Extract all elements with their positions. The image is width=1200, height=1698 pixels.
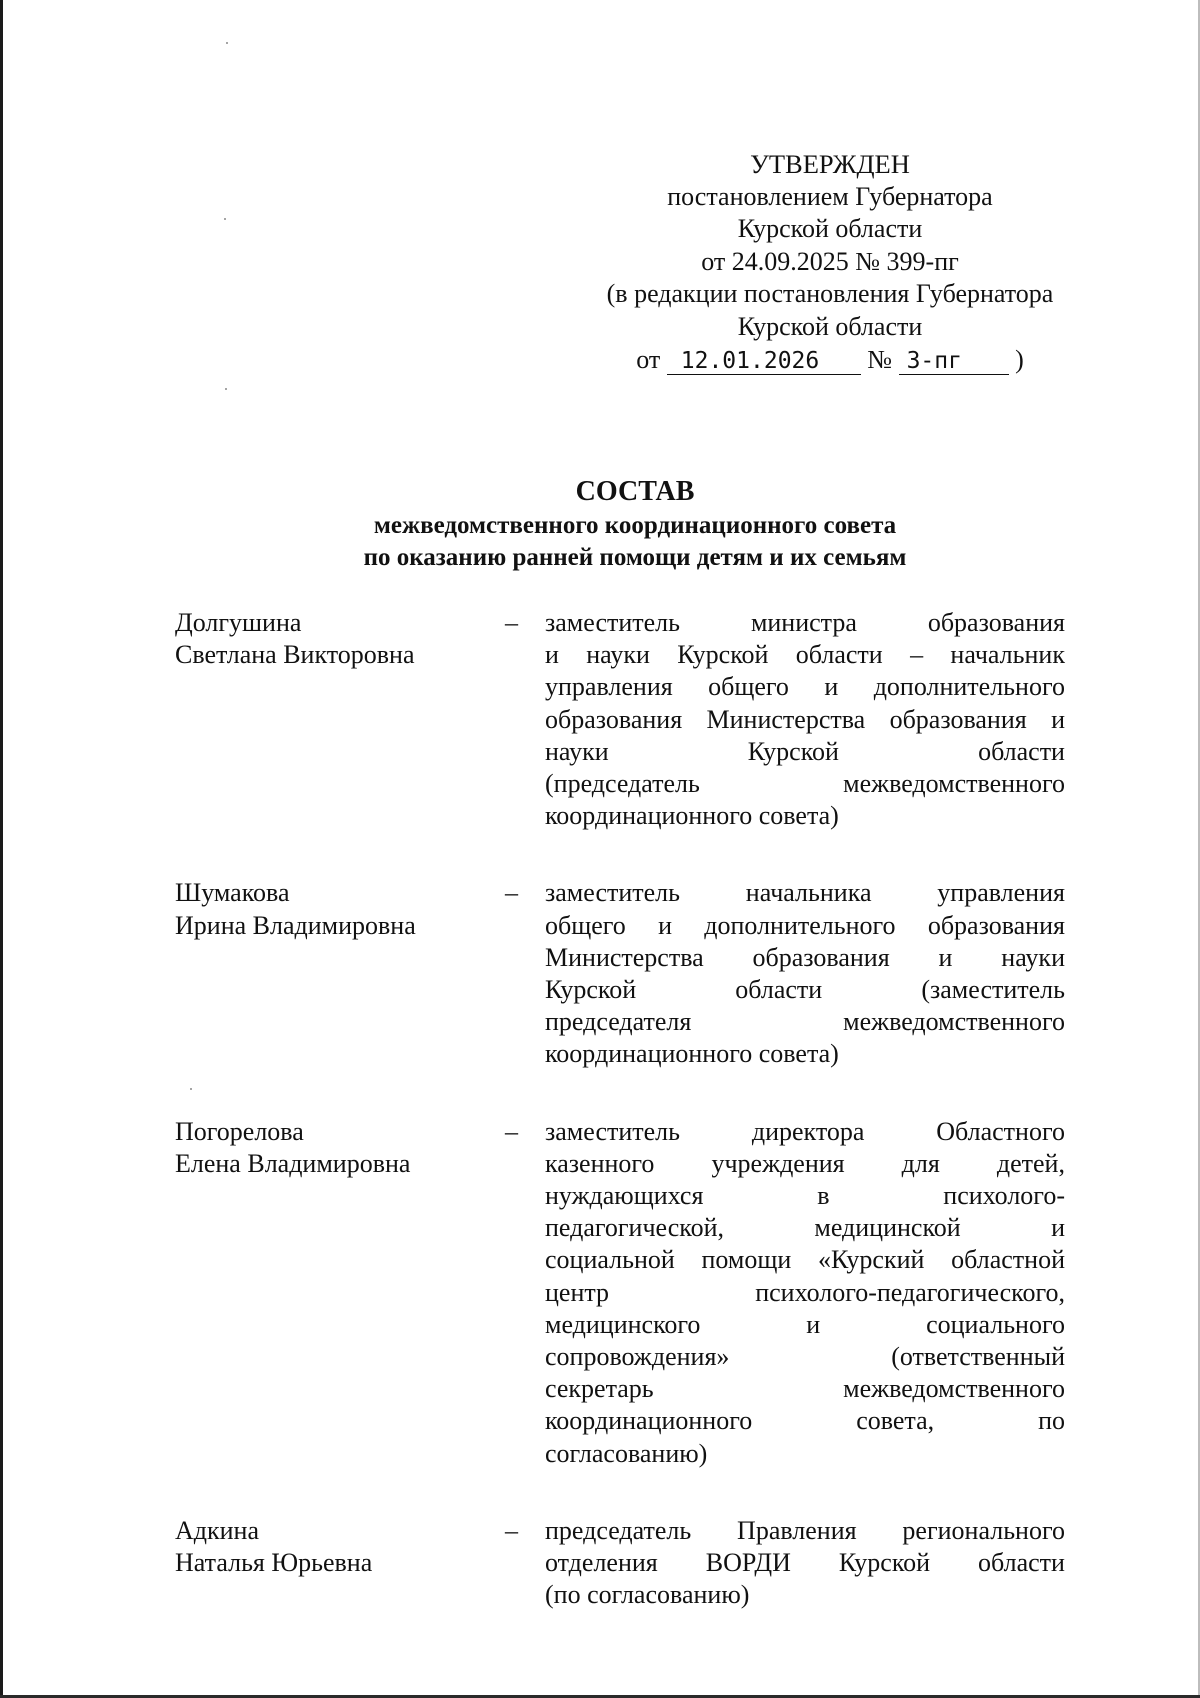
document-heading	[250, 474, 1020, 574]
member-role-word: (ответственный	[891, 1342, 1065, 1372]
member-role-word: координационного	[545, 1406, 753, 1436]
member-dash: –	[505, 608, 518, 637]
member-role-word: общего	[708, 672, 789, 702]
heading-subtitle-line-2: по оказанию ранней помощи детям и их семьям	[363, 544, 907, 571]
member-role-line	[545, 1180, 1065, 1212]
member-role-line	[545, 1006, 1065, 1038]
member-role-word: отделения	[545, 1548, 658, 1578]
member-role-word: Областного	[936, 1116, 1065, 1146]
member-role-line	[545, 1277, 1065, 1309]
member-entry	[175, 1116, 1087, 1470]
approval-line-3: от 24.09.2025 № 399-пг	[701, 246, 959, 276]
heading-subtitle-line-1: межведомственного координационного совета	[373, 512, 897, 539]
member-role-line	[545, 1547, 1065, 1579]
member-role-word: области	[795, 640, 883, 670]
member-role-word: науки	[586, 640, 650, 670]
member-role-word: области	[978, 1548, 1065, 1578]
member-role-word: координационного совета)	[545, 1039, 839, 1069]
member-role-line	[545, 1341, 1065, 1373]
member-surname: Долгушина	[175, 608, 302, 637]
scan-speck	[224, 218, 226, 220]
member-role-word: заместитель	[545, 608, 681, 637]
member-role-word: образования	[545, 704, 683, 734]
member-role-line	[545, 671, 1065, 703]
approval-stamp-block	[560, 148, 1100, 377]
member-role	[545, 1515, 1065, 1612]
member-role-line	[545, 768, 1065, 800]
member-role-word: педагогической,	[545, 1213, 725, 1243]
scan-speck	[226, 42, 228, 44]
member-role-word: согласованию)	[545, 1438, 708, 1468]
approval-title: УТВЕРЖДЕН	[750, 149, 910, 179]
member-role-word: и	[1051, 704, 1065, 734]
heading-title: СОСТАВ	[575, 476, 695, 507]
member-role-word: и	[938, 942, 953, 972]
member-role-word: –	[910, 640, 924, 670]
member-role	[545, 1116, 1065, 1470]
approval-line-2: Курской области	[737, 214, 923, 243]
member-role-word: и	[1051, 1213, 1065, 1243]
member-dash: –	[505, 1116, 518, 1146]
member-role-line	[545, 1515, 1065, 1547]
approval-number-field: 3-пг	[899, 348, 1009, 375]
member-name	[175, 1515, 505, 1612]
member-role-line	[545, 1212, 1065, 1244]
member-dash: –	[505, 878, 518, 908]
member-role-word: ВОРДИ	[705, 1548, 791, 1578]
member-role-word: координационного совета)	[545, 801, 839, 831]
member-role-word: заместитель	[545, 878, 681, 908]
member-role-word: (заместитель	[921, 975, 1065, 1005]
member-role-word: науки	[1001, 942, 1065, 972]
member-role-word: и	[824, 672, 839, 702]
member-role-word: центр	[545, 1277, 610, 1307]
approval-date-line	[560, 344, 1100, 377]
member-role-word: образования	[889, 704, 1027, 734]
member-role-word: межведомственного	[843, 1374, 1065, 1404]
member-role-line	[545, 877, 1065, 909]
member-entry	[175, 607, 1087, 832]
member-role-line	[545, 736, 1065, 768]
member-role-word: в	[817, 1181, 830, 1211]
member-role-word: Курской	[677, 640, 769, 670]
member-role-word: начальник	[950, 640, 1065, 670]
member-role	[545, 877, 1065, 1070]
member-role-line	[545, 639, 1065, 671]
member-given-names: Наталья Юрьевна	[175, 1548, 373, 1578]
member-role-line	[545, 1405, 1065, 1437]
member-role-word: дополнительного	[873, 672, 1065, 702]
member-role	[545, 607, 1065, 832]
member-role-word: образования	[927, 910, 1065, 940]
member-role-word: межведомственного	[843, 1007, 1065, 1037]
approval-line-4: (в редакции постановления Губернатора	[606, 279, 1054, 308]
member-role-word: председатель	[545, 1515, 692, 1545]
member-role-word: (по согласованию)	[545, 1580, 750, 1610]
member-role-line	[545, 1148, 1065, 1180]
member-role-word: начальника	[745, 878, 872, 908]
member-role-line	[545, 1116, 1065, 1148]
member-role-word: межведомственного	[843, 769, 1065, 799]
member-role-word: казенного	[545, 1148, 655, 1178]
member-role-line	[545, 704, 1065, 736]
member-entry	[175, 1515, 1087, 1612]
member-role-word: совета,	[856, 1406, 935, 1436]
approval-date-prefix: от	[636, 345, 661, 374]
approval-number-sign: №	[867, 345, 893, 374]
member-role-line	[545, 607, 1065, 639]
member-given-names: Елена Владимировна	[175, 1148, 411, 1178]
approval-date-field: 12.01.2026	[667, 348, 861, 375]
member-role-word: дополнительного	[704, 910, 896, 940]
member-role-word: области	[978, 736, 1065, 766]
member-role-word: управления	[545, 672, 673, 702]
member-role-line	[545, 942, 1065, 974]
member-role-word: председателя	[545, 1007, 692, 1037]
members-list	[175, 607, 1087, 1611]
member-role-word: и	[545, 640, 559, 670]
member-given-names: Ирина Владимировна	[175, 910, 416, 940]
member-role-word: Правления	[737, 1515, 857, 1545]
approval-line-5: Курской области	[737, 311, 923, 341]
member-role-word: регионального	[902, 1515, 1065, 1545]
member-role-word: и	[658, 910, 672, 940]
member-role-word: социального	[926, 1309, 1065, 1339]
member-role-word: (председатель	[545, 769, 700, 799]
member-role-line	[545, 1244, 1065, 1276]
member-role-word: сопровождения»	[545, 1342, 730, 1372]
member-role-word: секретарь	[545, 1374, 654, 1404]
member-role-word: министра	[750, 608, 857, 637]
member-given-names: Светлана Викторовна	[175, 640, 415, 670]
member-role-word: управления	[937, 878, 1065, 908]
member-role-word: учреждения	[711, 1148, 845, 1178]
approval-closing-paren: )	[1015, 345, 1024, 374]
member-role-line	[545, 1309, 1065, 1341]
member-role-word: Министерства	[706, 704, 866, 734]
member-role-word: образования	[927, 608, 1065, 637]
member-role-word: и	[806, 1309, 821, 1339]
member-name	[175, 877, 505, 1070]
member-role-line	[545, 910, 1065, 942]
member-role-word: социальной	[545, 1245, 675, 1275]
member-surname: Шумакова	[175, 878, 290, 908]
member-role-word: нуждающихся	[545, 1181, 704, 1211]
member-role-word: Министерства	[545, 942, 704, 972]
member-role-word: образования	[752, 942, 890, 972]
member-role-line	[545, 1579, 1065, 1611]
member-role-word: по	[1038, 1406, 1065, 1436]
member-role-word: Курской	[838, 1548, 931, 1578]
member-role-word: Курской	[747, 736, 839, 766]
member-role-word: помощи	[701, 1245, 792, 1275]
member-dash: –	[505, 1515, 518, 1545]
member-role-line	[545, 974, 1065, 1006]
approval-line-1: постановлением Губернатора	[667, 181, 993, 211]
scan-edge-left	[0, 0, 3, 1698]
member-role-line	[545, 1438, 1065, 1470]
member-role-word: области	[735, 975, 823, 1005]
member-role-line	[545, 1373, 1065, 1405]
member-role-word: психолого-педагогического,	[755, 1277, 1065, 1307]
member-role-word: медицинского	[545, 1309, 701, 1339]
member-surname: Адкина	[175, 1515, 260, 1545]
member-name	[175, 607, 505, 832]
member-role-word: для	[901, 1148, 940, 1178]
member-role-word: директора	[751, 1116, 865, 1146]
member-role-word: детей,	[996, 1148, 1065, 1178]
member-role-word: науки	[545, 736, 609, 766]
member-role-word: Курской	[545, 975, 637, 1005]
member-role-word: областной	[951, 1245, 1065, 1275]
member-surname: Погорелова	[175, 1116, 304, 1146]
member-role-line	[545, 1038, 1065, 1070]
member-role-word: общего	[545, 910, 626, 940]
member-entry	[175, 877, 1087, 1070]
member-role-word: медицинской	[814, 1213, 961, 1243]
member-role-word: «Курский	[818, 1245, 925, 1275]
member-name	[175, 1116, 505, 1470]
member-role-line	[545, 800, 1065, 832]
member-role-word: психолого-	[943, 1181, 1065, 1211]
scan-speck	[225, 388, 227, 390]
member-role-word: заместитель	[545, 1116, 681, 1146]
